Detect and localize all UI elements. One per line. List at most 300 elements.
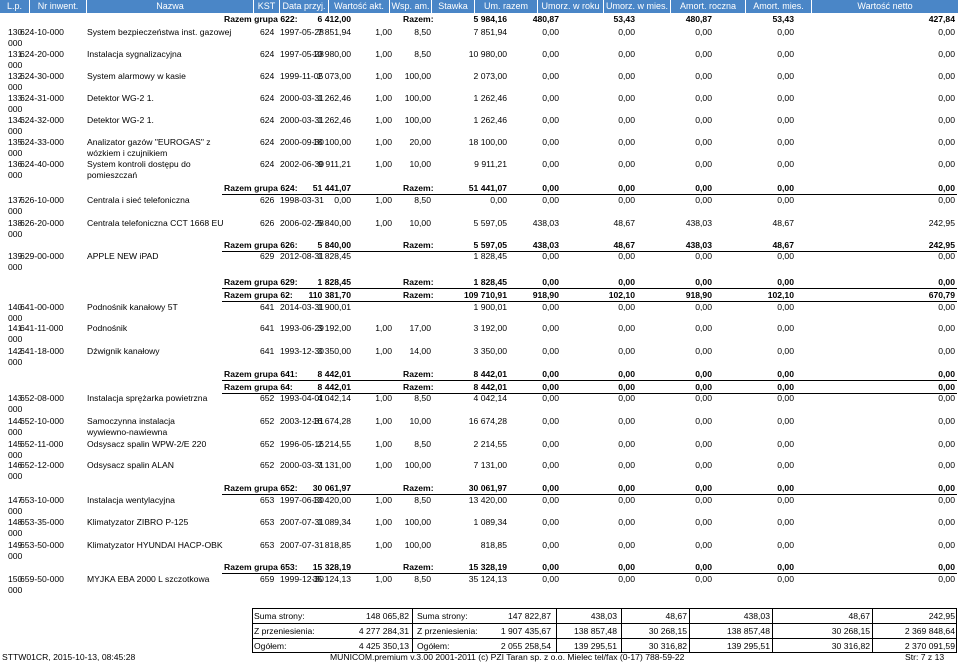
footer-report-id: STTW01CR, 2015-10-13, 08:45:28: [2, 652, 136, 662]
row-net-value: 0,00: [938, 540, 955, 550]
row-monthly-amortization: 48,67: [772, 218, 794, 228]
header-cell-nazwa: Nazwa: [87, 0, 254, 13]
row-annual-amortization: 0,00: [695, 346, 712, 356]
row-inventory-number: 624-33-000: [20, 137, 64, 147]
group-total-value: 15 328,19: [312, 562, 351, 572]
row-monthly-amortization: 0,00: [777, 540, 794, 550]
row-depreciation-year: 0,00: [542, 393, 559, 403]
row-inventory-number: 624-20-000: [20, 49, 64, 59]
row-depreciation-total: 3 350,00: [473, 346, 507, 356]
row-lp: 135: [8, 137, 23, 147]
row-inventory-number: 629-00-000: [20, 251, 64, 261]
row-depreciation-total: 13 420,00: [468, 495, 507, 505]
row-inventory-number: 641-11-000: [20, 323, 64, 333]
row-monthly-amortization: 0,00: [777, 115, 794, 125]
row-asset-name: Klimatyzator HYUNDAI HACP-OBK: [87, 540, 223, 550]
group-total-month: 53,43: [613, 14, 635, 24]
header-cell-netto: Wartość netto: [812, 0, 959, 13]
row-net-value: 0,00: [938, 27, 955, 37]
group-total-annual: 0,00: [695, 369, 712, 379]
group-total-depreciation: 15 328,19: [468, 562, 507, 572]
row-asset-name: Detektor WG-2 1.: [87, 115, 154, 125]
header-cell-ammies: Amort. mies.: [746, 0, 812, 13]
summary-net: 2 370 091,59: [904, 641, 955, 651]
group-total-monthly: 0,00: [777, 369, 794, 379]
row-annual-amortization: 0,00: [695, 393, 712, 403]
row-lp: 147: [8, 495, 23, 505]
header-cell-data: Data przyj.: [280, 0, 329, 13]
row-date: 1997-06-30: [280, 495, 324, 505]
group-total-year: 0,00: [542, 382, 559, 392]
group-total-depreciation: 1 828,45: [473, 277, 507, 287]
row-depreciation-year: 0,00: [542, 71, 559, 81]
group-total-label2: Razem:: [403, 14, 434, 24]
row-annual-amortization: 438,03: [685, 218, 712, 228]
row-coef: 1,00: [375, 495, 392, 505]
row-depreciation-total: 1 262,46: [473, 115, 507, 125]
row-coef: 1,00: [375, 93, 392, 103]
row-depreciation-year: 0,00: [542, 460, 559, 470]
row-kst: 641: [260, 323, 275, 333]
row-kst: 626: [260, 218, 275, 228]
summary-value: 4 425 350,13: [358, 641, 409, 651]
row-net-value: 0,00: [938, 159, 955, 169]
row-net-value: 0,00: [938, 416, 955, 426]
row-kst: 624: [260, 137, 275, 147]
row-monthly-amortization: 0,00: [777, 495, 794, 505]
group-total-label: Razem grupa 641:: [224, 369, 298, 379]
row-monthly-amortization: 0,00: [777, 159, 794, 169]
row-date: 2007-07-31: [280, 540, 324, 550]
row-depreciation-month: 0,00: [618, 195, 635, 205]
row-rate: 10,00: [409, 416, 431, 426]
row-net-value: 242,95: [928, 218, 955, 228]
row-coef: 1,00: [375, 439, 392, 449]
row-rate: 20,00: [409, 137, 431, 147]
row-depreciation-total: 0,00: [490, 195, 507, 205]
group-total-monthly: 48,67: [772, 240, 794, 250]
row-asset-name: Odsysacz spalin ALAN: [87, 460, 174, 470]
row-depreciation-month: 0,00: [618, 302, 635, 312]
row-depreciation-year: 0,00: [542, 302, 559, 312]
row-date: 1997-05-28: [280, 27, 324, 37]
row-lp: 149: [8, 540, 23, 550]
row-lp: 138: [8, 218, 23, 228]
group-total-label: Razem grupa 652:: [224, 483, 298, 493]
group-total-annual: 480,87: [685, 14, 712, 24]
row-date: 2012-08-31: [280, 251, 324, 261]
row-rate: 8,50: [414, 49, 431, 59]
row-depreciation-year: 0,00: [542, 323, 559, 333]
row-inventory-number: 624-40-000: [20, 159, 64, 169]
row-value: 1 900,01: [317, 302, 351, 312]
row-date: 1998-03-31: [280, 195, 324, 205]
row-depreciation-month: 48,67: [613, 218, 635, 228]
group-total-month: 0,00: [618, 277, 635, 287]
summary-col-rule: [556, 608, 557, 653]
row-annual-amortization: 0,00: [695, 71, 712, 81]
row-kst: 653: [260, 540, 275, 550]
group-total-value: 5 840,00: [317, 240, 351, 250]
row-asset-name-cont: pomieszczań: [87, 170, 138, 180]
row-inventory-suffix: 000: [8, 528, 23, 538]
row-depreciation-month: 0,00: [618, 251, 635, 261]
footer-software-info: MUNICOM.premium v.3.00 2001-2011 (c) PZI Taran sp. z o.o. Mielec tel/fax (0-17) 788-59-22: [330, 652, 685, 662]
row-coef: 1,00: [375, 323, 392, 333]
group-total-depreciation: 8 442,01: [473, 382, 507, 392]
group-total-monthly: 53,43: [772, 14, 794, 24]
group-total-annual: 0,00: [695, 562, 712, 572]
row-depreciation-total: 2 073,00: [473, 71, 507, 81]
row-date: 1999-12-30: [280, 574, 324, 584]
row-annual-amortization: 0,00: [695, 323, 712, 333]
row-depreciation-year: 438,03: [532, 218, 559, 228]
summary-monthly: 30 268,15: [831, 626, 870, 636]
row-net-value: 0,00: [938, 49, 955, 59]
row-asset-name: Dźwignik kanałowy: [87, 346, 160, 356]
row-net-value: 0,00: [938, 439, 955, 449]
row-coef: 1,00: [375, 393, 392, 403]
row-depreciation-total: 10 980,00: [468, 49, 507, 59]
row-kst: 624: [260, 49, 275, 59]
row-kst: 629: [260, 251, 275, 261]
summary-monthly: 30 316,82: [831, 641, 870, 651]
row-inventory-suffix: 000: [8, 404, 23, 414]
row-monthly-amortization: 0,00: [777, 49, 794, 59]
row-net-value: 0,00: [938, 517, 955, 527]
row-annual-amortization: 0,00: [695, 302, 712, 312]
group-total-value: 1 828,45: [317, 277, 351, 287]
row-annual-amortization: 0,00: [695, 137, 712, 147]
row-depreciation-month: 0,00: [618, 517, 635, 527]
row-annual-amortization: 0,00: [695, 460, 712, 470]
row-depreciation-total: 1 089,34: [473, 517, 507, 527]
row-inventory-number: 624-30-000: [20, 71, 64, 81]
row-depreciation-month: 0,00: [618, 393, 635, 403]
row-date: 1999-11-05: [280, 71, 324, 81]
row-value: 16 674,28: [312, 416, 351, 426]
row-depreciation-total: 18 100,00: [468, 137, 507, 147]
summary-depreciation: 1 907 435,67: [500, 626, 551, 636]
group-total-month: 0,00: [618, 369, 635, 379]
group-total-depreciation: 30 061,97: [468, 483, 507, 493]
row-inventory-number: 652-08-000: [20, 393, 64, 403]
group-total-depreciation: 109 710,91: [463, 290, 507, 300]
row-depreciation-month: 0,00: [618, 115, 635, 125]
group-total-value: 8 442,01: [317, 369, 351, 379]
row-rate: 10,00: [409, 218, 431, 228]
row-lp: 132: [8, 71, 23, 81]
row-depreciation-year: 0,00: [542, 346, 559, 356]
total-rule: [222, 288, 957, 289]
row-inventory-suffix: 000: [8, 104, 23, 114]
summary-year: 438,03: [590, 611, 617, 621]
group-total-depreciation: 51 441,07: [468, 183, 507, 193]
summary-year: 138 857,48: [573, 626, 617, 636]
group-total-month: 48,67: [613, 240, 635, 250]
row-asset-name: System bezpieczeństwa inst. gazowej: [87, 27, 232, 37]
row-depreciation-total: 4 042,14: [473, 393, 507, 403]
row-kst: 624: [260, 71, 275, 81]
row-value: 10 980,00: [312, 49, 351, 59]
row-annual-amortization: 0,00: [695, 439, 712, 449]
row-asset-name: Instalacja sygnalizacyjna: [87, 49, 182, 59]
row-monthly-amortization: 0,00: [777, 346, 794, 356]
row-monthly-amortization: 0,00: [777, 195, 794, 205]
row-net-value: 0,00: [938, 93, 955, 103]
summary-annual: 438,03: [743, 611, 770, 621]
row-monthly-amortization: 0,00: [777, 323, 794, 333]
row-annual-amortization: 0,00: [695, 93, 712, 103]
row-value: 3 192,00: [317, 323, 351, 333]
row-kst: 624: [260, 93, 275, 103]
row-rate: 10,00: [409, 159, 431, 169]
row-depreciation-total: 1 828,45: [473, 251, 507, 261]
row-lp: 142: [8, 346, 23, 356]
summary-label: Z przeniesienia:: [254, 626, 315, 636]
group-total-depreciation: 5 597,05: [473, 240, 507, 250]
row-inventory-number: 641-00-000: [20, 302, 64, 312]
row-value: 1 262,46: [317, 93, 351, 103]
row-value: 2 214,55: [317, 439, 351, 449]
row-net-value: 0,00: [938, 137, 955, 147]
summary-col-rule: [689, 608, 690, 653]
row-depreciation-year: 0,00: [542, 574, 559, 584]
group-total-label2: Razem:: [403, 382, 434, 392]
row-kst: 652: [260, 416, 275, 426]
row-value: 818,85: [324, 540, 351, 550]
row-rate: 8,50: [414, 393, 431, 403]
row-value: 1 262,46: [317, 115, 351, 125]
row-depreciation-month: 0,00: [618, 159, 635, 169]
summary-monthly: 48,67: [848, 611, 870, 621]
row-value: 0,00: [334, 195, 351, 205]
row-coef: 1,00: [375, 115, 392, 125]
group-total-depreciation: 5 984,16: [473, 14, 507, 24]
group-total-annual: 0,00: [695, 183, 712, 193]
row-inventory-suffix: 000: [8, 126, 23, 136]
row-coef: 1,00: [375, 517, 392, 527]
row-annual-amortization: 0,00: [695, 251, 712, 261]
row-monthly-amortization: 0,00: [777, 251, 794, 261]
group-total-label2: Razem:: [403, 483, 434, 493]
row-lp: 150: [8, 574, 23, 584]
group-total-net: 0,00: [938, 183, 955, 193]
row-asset-name: Podnośnik kanałowy 5T: [87, 302, 178, 312]
summary-col-rule: [872, 608, 873, 653]
row-coef: 1,00: [375, 540, 392, 550]
row-kst: 641: [260, 302, 275, 312]
group-total-label: Razem grupa 62:: [224, 290, 293, 300]
row-depreciation-month: 0,00: [618, 540, 635, 550]
row-monthly-amortization: 0,00: [777, 439, 794, 449]
row-lp: 131: [8, 49, 23, 59]
summary-value: 4 277 284,31: [358, 626, 409, 636]
summary-col-rule: [621, 608, 622, 653]
group-total-annual: 918,90: [685, 290, 712, 300]
row-coef: 1,00: [375, 137, 392, 147]
summary-col-rule: [772, 608, 773, 653]
table-header: [0, 0, 959, 13]
group-total-label2: Razem:: [403, 369, 434, 379]
row-depreciation-year: 0,00: [542, 195, 559, 205]
group-total-label2: Razem:: [403, 562, 434, 572]
row-lp: 134: [8, 115, 23, 125]
summary-row-rule: [252, 638, 957, 639]
group-total-year: 0,00: [542, 562, 559, 572]
row-value: 35 124,13: [312, 574, 351, 584]
row-value: 1 089,34: [317, 517, 351, 527]
row-monthly-amortization: 0,00: [777, 302, 794, 312]
row-coef: 1,00: [375, 460, 392, 470]
group-total-year: 918,90: [532, 290, 559, 300]
row-inventory-number: 641-18-000: [20, 346, 64, 356]
summary-label2: Ogółem:: [417, 641, 450, 651]
row-asset-name-cont: wywiewno-nawiewna: [87, 427, 168, 437]
summary-month: 30 316,82: [648, 641, 687, 651]
row-lp: 144: [8, 416, 23, 426]
row-rate: 8,50: [414, 27, 431, 37]
row-rate: 8,50: [414, 439, 431, 449]
group-total-label: Razem grupa 624:: [224, 183, 298, 193]
row-kst: 624: [260, 27, 275, 37]
group-total-month: 0,00: [618, 562, 635, 572]
group-total-label: Razem grupa 622:: [224, 14, 298, 24]
row-depreciation-month: 0,00: [618, 495, 635, 505]
row-coef: 1,00: [375, 346, 392, 356]
row-inventory-suffix: 000: [8, 427, 23, 437]
row-net-value: 0,00: [938, 460, 955, 470]
row-value: 2 073,00: [317, 71, 351, 81]
row-inventory-number: 624-10-000: [20, 27, 64, 37]
row-kst: 653: [260, 517, 275, 527]
row-depreciation-month: 0,00: [618, 439, 635, 449]
row-value: 13 420,00: [312, 495, 351, 505]
row-lp: 137: [8, 195, 23, 205]
row-asset-name: Klimatyzator ZIBRO P-125: [87, 517, 189, 527]
row-depreciation-month: 0,00: [618, 137, 635, 147]
row-monthly-amortization: 0,00: [777, 71, 794, 81]
row-asset-name: Instalacja wentylacyjna: [87, 495, 175, 505]
row-annual-amortization: 0,00: [695, 115, 712, 125]
summary-depreciation: 2 055 258,54: [500, 641, 551, 651]
row-depreciation-month: 0,00: [618, 574, 635, 584]
row-inventory-suffix: 000: [8, 506, 23, 516]
row-coef: 1,00: [375, 195, 392, 205]
row-asset-name: APPLE NEW iPAD: [87, 251, 159, 261]
footer-page-number: Str: 7 z 13: [905, 652, 945, 662]
row-coef: 1,00: [375, 27, 392, 37]
row-coef: 1,00: [375, 416, 392, 426]
summary-year: 139 295,51: [573, 641, 617, 651]
row-inventory-suffix: 000: [8, 229, 23, 239]
group-total-month: 0,00: [618, 483, 635, 493]
summary-value: 148 065,82: [365, 611, 409, 621]
group-total-year: 0,00: [542, 277, 559, 287]
row-kst: 652: [260, 439, 275, 449]
row-date: 2003-12-31: [280, 416, 324, 426]
row-coef: 1,00: [375, 49, 392, 59]
row-rate: 8,50: [414, 195, 431, 205]
summary-label2: Z przeniesienia:: [417, 626, 478, 636]
header-cell-wsp: Wsp. am.: [390, 0, 432, 13]
row-asset-name: Centrala i sieć telefoniczna: [87, 195, 190, 205]
row-annual-amortization: 0,00: [695, 574, 712, 584]
row-asset-name: Detektor WG-2 1.: [87, 93, 154, 103]
row-depreciation-year: 0,00: [542, 49, 559, 59]
row-depreciation-month: 0,00: [618, 93, 635, 103]
row-date: 1997-05-28: [280, 49, 324, 59]
row-lp: 133: [8, 93, 23, 103]
row-net-value: 0,00: [938, 195, 955, 205]
header-cell-inwent: Nr inwent.: [30, 0, 87, 13]
row-inventory-number: 626-20-000: [20, 218, 64, 228]
group-total-label: Razem grupa 626:: [224, 240, 298, 250]
row-inventory-suffix: 000: [8, 313, 23, 323]
row-asset-name-cont: wózkiem i czujnikiem: [87, 148, 168, 158]
row-depreciation-total: 1 262,46: [473, 93, 507, 103]
group-total-label2: Razem:: [403, 277, 434, 287]
row-monthly-amortization: 0,00: [777, 574, 794, 584]
row-net-value: 0,00: [938, 495, 955, 505]
row-inventory-number: 653-10-000: [20, 495, 64, 505]
row-kst: 641: [260, 346, 275, 356]
row-value: 7 851,94: [317, 27, 351, 37]
row-kst: 624: [260, 115, 275, 125]
row-net-value: 0,00: [938, 251, 955, 261]
row-depreciation-month: 0,00: [618, 27, 635, 37]
row-monthly-amortization: 0,00: [777, 460, 794, 470]
row-rate: 100,00: [404, 517, 431, 527]
row-depreciation-month: 0,00: [618, 71, 635, 81]
row-depreciation-month: 0,00: [618, 460, 635, 470]
row-depreciation-month: 0,00: [618, 416, 635, 426]
row-inventory-suffix: 000: [8, 262, 23, 272]
row-depreciation-month: 0,00: [618, 49, 635, 59]
header-cell-lp: L.p.: [0, 0, 30, 13]
row-lp: 146: [8, 460, 23, 470]
row-lp: 148: [8, 517, 23, 527]
row-depreciation-total: 16 674,28: [468, 416, 507, 426]
row-lp: 139: [8, 251, 23, 261]
header-cell-ummies: Umorz. w mies.: [604, 0, 671, 13]
group-total-value: 51 441,07: [312, 183, 351, 193]
group-total-monthly: 0,00: [777, 562, 794, 572]
row-coef: 1,00: [375, 159, 392, 169]
group-total-annual: 0,00: [695, 382, 712, 392]
row-net-value: 0,00: [938, 115, 955, 125]
row-date: 2007-07-31: [280, 517, 324, 527]
summary-label: Suma strony:: [254, 611, 305, 621]
row-monthly-amortization: 0,00: [777, 517, 794, 527]
row-depreciation-year: 0,00: [542, 439, 559, 449]
row-lp: 145: [8, 439, 23, 449]
group-total-net: 0,00: [938, 369, 955, 379]
group-total-year: 0,00: [542, 369, 559, 379]
row-kst: 659: [260, 574, 275, 584]
row-depreciation-year: 0,00: [542, 251, 559, 261]
row-depreciation-month: 0,00: [618, 323, 635, 333]
row-date: 1993-04-01: [280, 393, 324, 403]
row-inventory-number: 652-12-000: [20, 460, 64, 470]
row-rate: 100,00: [404, 540, 431, 550]
group-total-year: 480,87: [532, 14, 559, 24]
group-total-net: 670,79: [928, 290, 955, 300]
row-date: 2000-03-31: [280, 115, 324, 125]
row-depreciation-month: 0,00: [618, 346, 635, 356]
group-total-net: 0,00: [938, 382, 955, 392]
summary-row-rule: [252, 623, 957, 624]
